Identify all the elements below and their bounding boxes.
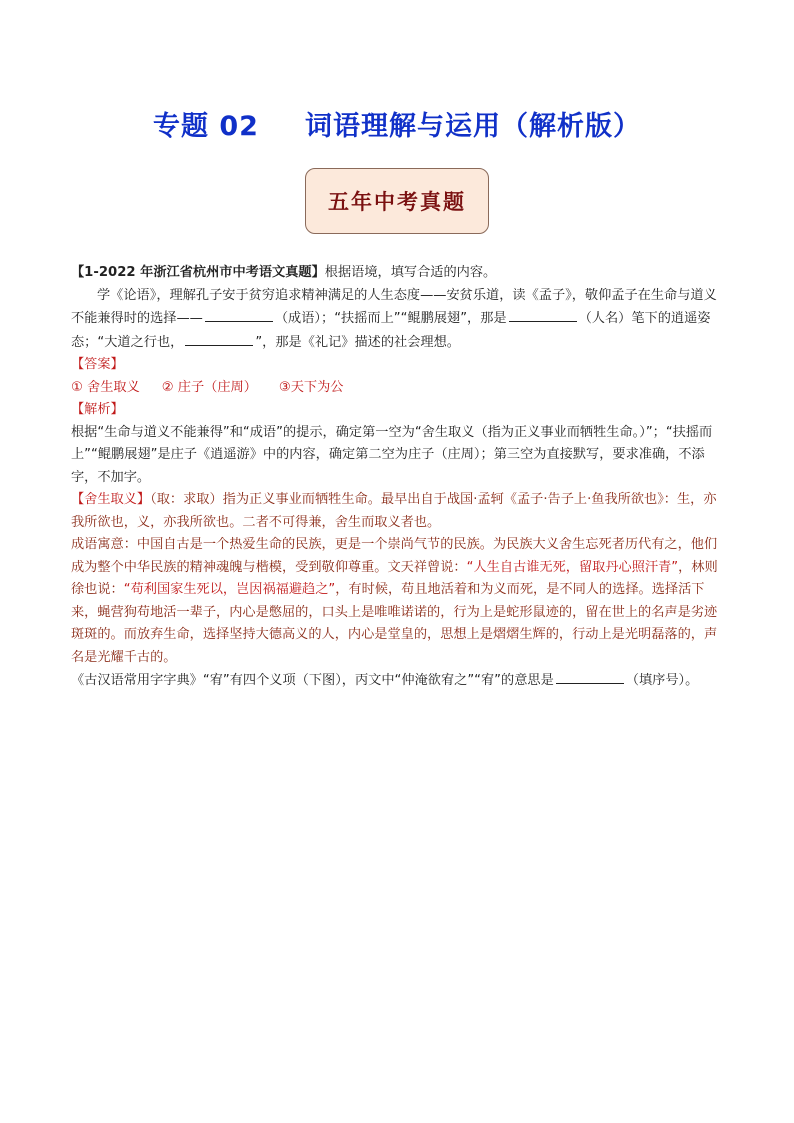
idiom-term: 【舍生取义】 [71, 492, 151, 507]
section-label-box [305, 168, 489, 234]
question-text-d: ”，那是《礼记》描述的社会理想。 [255, 334, 460, 350]
answer-items [71, 377, 721, 400]
blank-2 [509, 307, 577, 322]
meaning-prefix: 成语寓意：中国自古是一个热爱生命的民族，更是一个崇尚气节的民族。为民族大义舍生忘死者历代有之，他们成为整个中华民族的精神魂魄与楷模，受到敬仰尊重。文天祥曾说： [71, 537, 718, 575]
next-question-text-a: 《古汉语常用字字典》“宥”有四个义项（下图），丙文中“仲淹欲宥之”“宥”的意思是 [71, 673, 554, 688]
question-header [71, 262, 721, 285]
question-text-b: （成语）；“扶摇而上”“鲲鹏展翅”，那是 [274, 311, 507, 326]
next-question [71, 669, 721, 693]
content-body [71, 262, 721, 693]
answer-label: 【答案】 [71, 357, 124, 372]
meaning-quote-2: “苟利国家生死以，岂因祸福避趋之” [123, 582, 336, 597]
next-question-text-b: （填序号）。 [625, 673, 699, 688]
question-instruction: 根据语境，填写合适的内容。 [324, 265, 497, 280]
analysis-paragraph-1: 根据“生命与道义不能兼得”和“成语”的提示，确定第一空为“舍生取义（指为正义事业而牺牲生命。）”；“扶摇而上”“鲲鹏展翅”是庄子《逍遥游》中的内容，确定第二空为庄子（庄周）；第三空为直接默写，要求准确，不添字，不加字。 [71, 424, 713, 485]
meaning-mid: ，林则徐也说： [71, 559, 718, 597]
meaning-suffix: ，有时候，苟且地活着和为义而死，是不同人的选择。选择活下来，蝇营狗苟地活一辈子，内心是憋屈的，口头上是唯唯诺诺的，行为上是蛇形鼠迹的，留在世上的名声是劣迹斑斑的。而放弃生命，选择坚持大德高义的人，内心是堂皇的，思想上是熠熠生辉的，行动上是光明磊落的，声名是光耀千古的。 [71, 582, 718, 665]
answer-item-1: ① 舍生取义 [71, 379, 140, 395]
idiom-definition: （取：求取）指为正义事业而牺牲生命。最早出自于战国·孟轲《孟子·告子上·鱼我所欲也》：生，亦我所欲也，义，亦我所欲也。二者不可得兼，舍生而取义者也。 [71, 492, 717, 530]
idiom-meaning [71, 534, 721, 669]
title-part2: 词语理解与运用（解析版） [304, 111, 641, 142]
blank-4 [556, 669, 624, 684]
question-text-c: （人名）笔下的逍遥姿态；“大道之行也， [71, 311, 711, 350]
meaning-quote-1: “人生自古谁无死，留取丹心照汗青” [466, 559, 679, 575]
question-text-a: 学《论语》，理解孔子安于贫穷追求精神满足的人生态度——安贫乐道，读《孟子》，敬仰孟子在生命与道义不能兼得时的选择—— [71, 287, 717, 326]
title-part1: 专题 02 [153, 111, 259, 142]
idiom-explanation [71, 489, 721, 534]
analysis-label: 【解析】 [71, 402, 124, 417]
blank-3 [185, 331, 253, 346]
page-title [0, 104, 794, 143]
question-source: 【1-2022 年浙江省杭州市中考语文真题】 [71, 265, 325, 280]
answer-item-2: ② 庄子（庄周） [161, 379, 257, 395]
blank-1 [205, 307, 273, 322]
answer-item-3: ③天下为公 [278, 379, 344, 395]
section-label: 五年中考真题 [328, 189, 466, 214]
question-text [71, 285, 721, 355]
